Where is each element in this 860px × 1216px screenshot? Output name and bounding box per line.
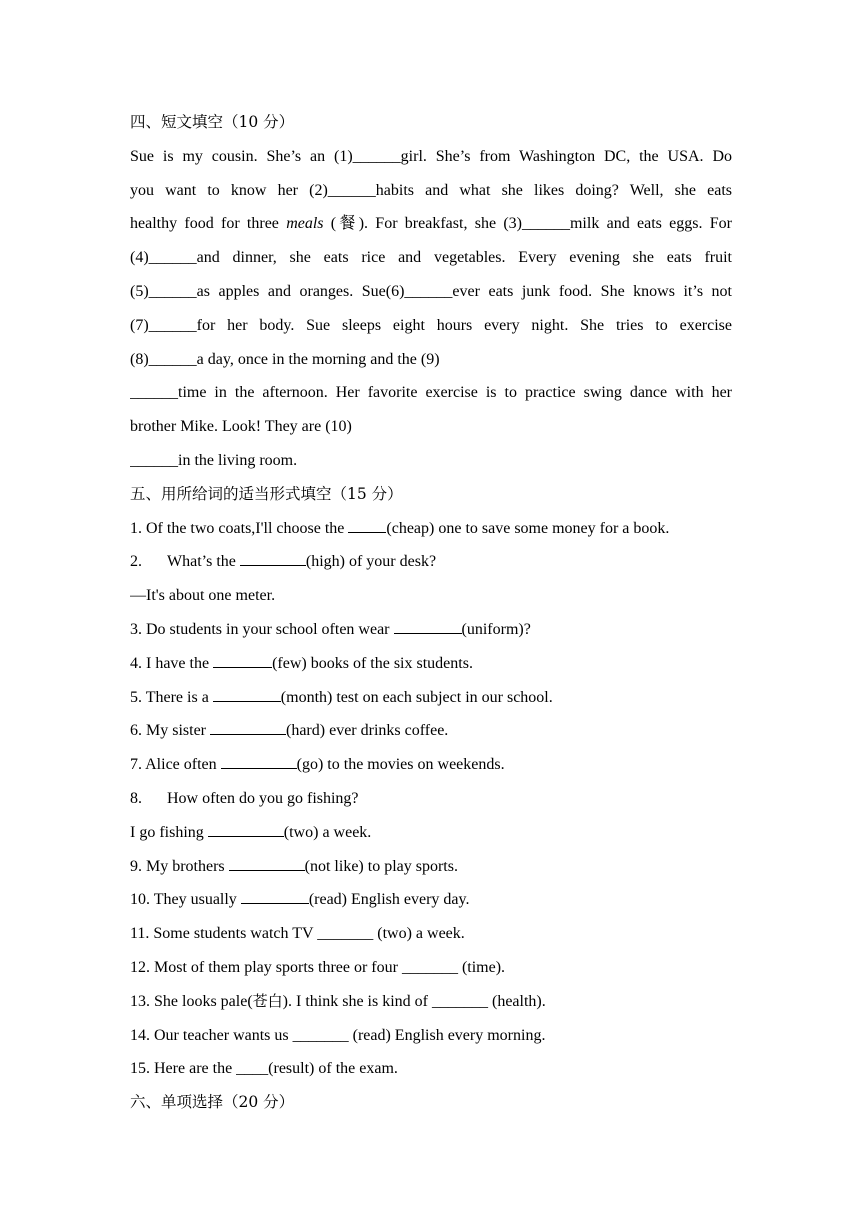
- passage-line-3-end: (餐). For breakfast, she (3)______milk and eats eggs. For: [323, 215, 732, 233]
- question-5-text: 5. There is a: [130, 688, 213, 706]
- answer-blank-4[interactable]: [213, 649, 272, 668]
- question-3-hint: (uniform)?: [461, 620, 531, 638]
- question-9-text: 9. My brothers: [130, 857, 229, 875]
- question-6: [130, 714, 732, 748]
- question-3: [130, 613, 732, 647]
- question-13-hint: ). I think she is kind of _______ (health).: [282, 992, 546, 1010]
- question-1-hint: (cheap) one to save some money for a book.: [386, 519, 670, 537]
- passage-line-7: (8)______a day, once in the morning and the (9): [130, 350, 440, 368]
- passage-line-2: you want to know her (2)______habits and what she likes doing? Well, she eats: [130, 181, 732, 199]
- question-7-hint: (go) to the movies on weekends.: [296, 756, 505, 774]
- question-11: 11. Some students watch TV _______ (two) a week.: [130, 925, 465, 943]
- question-15: 15. Here are the ____(result) of the exam.: [130, 1060, 398, 1078]
- passage-line-4: (4)______and dinner, she eats rice and vegetables. Every evening she eats fruit: [130, 249, 732, 267]
- question-8: [130, 782, 732, 816]
- answer-blank-9[interactable]: [229, 852, 305, 871]
- question-2-text: What’s the: [167, 553, 240, 571]
- question-2-hint: (high) of your desk?: [305, 553, 437, 571]
- answer-blank-8[interactable]: [208, 818, 284, 837]
- passage-line-6: (7)______for her body. Sue sleeps eight hours every night. She tries to exercise: [130, 316, 732, 334]
- answer-blank-1[interactable]: [348, 514, 386, 533]
- meals-word: meals: [286, 215, 324, 233]
- question-9: [130, 850, 732, 884]
- answer-blank-5[interactable]: [213, 683, 281, 702]
- question-13-chinese: 苍白: [252, 991, 283, 1010]
- worksheet-page: [130, 106, 732, 1120]
- section-6-heading: 六、单项选择（20 分）: [130, 1093, 295, 1112]
- question-14: 14. Our teacher wants us _______ (read) English every morning.: [130, 1026, 546, 1044]
- passage-line-9: brother Mike. Look! They are (10): [130, 418, 352, 436]
- question-1-text: 1. Of the two coats,I'll choose the: [130, 519, 349, 537]
- question-8-number: 8.: [130, 789, 142, 807]
- question-6-hint: (hard) ever drinks coffee.: [286, 722, 449, 740]
- question-8-reply: [130, 816, 732, 850]
- question-5: [130, 681, 732, 715]
- question-13-text: 13. She looks pale(: [130, 992, 253, 1010]
- answer-blank-3[interactable]: [394, 615, 462, 634]
- answer-blank-6[interactable]: [210, 716, 286, 735]
- question-8-reply-text: I go fishing: [130, 823, 208, 841]
- question-12: 12. Most of them play sports three or four _______ (time).: [130, 958, 506, 976]
- answer-blank-2[interactable]: [240, 547, 306, 566]
- question-7: [130, 748, 732, 782]
- question-10: [130, 883, 732, 917]
- passage-line-5: (5)______as apples and oranges. Sue(6)______ever eats junk food. She knows it’s not: [130, 282, 732, 300]
- passage-line-3: [130, 207, 732, 241]
- question-2: [130, 545, 732, 579]
- question-6-text: 6. My sister: [130, 722, 210, 740]
- question-2-reply: —It's about one meter.: [130, 587, 276, 605]
- question-4-hint: (few) books of the six students.: [272, 654, 473, 672]
- section-4-heading: 四、短文填空（10 分）: [130, 113, 295, 131]
- passage-line-1: Sue is my cousin. She’s an (1)______girl. She’s from Washington DC, the USA. Do: [130, 147, 732, 165]
- question-3-text: 3. Do students in your school often wear: [130, 620, 394, 638]
- question-9-hint: (not like) to play sports.: [304, 857, 458, 875]
- question-5-hint: (month) test on each subject in our school.: [280, 688, 553, 706]
- answer-blank-7[interactable]: [221, 750, 297, 769]
- question-1: [130, 512, 732, 546]
- question-2-number: 2.: [130, 553, 142, 571]
- question-4: [130, 647, 732, 681]
- passage-line-3-start: healthy food for three: [130, 215, 287, 233]
- section-5-heading: 五、用所给词的适当形式填空（15 分）: [130, 484, 403, 503]
- passage-line-8: ______time in the afternoon. Her favorite exercise is to practice swing dance with her: [130, 384, 732, 402]
- question-13: [130, 985, 732, 1019]
- answer-blank-10[interactable]: [241, 885, 309, 904]
- question-10-text: 10. They usually: [130, 891, 241, 909]
- question-8-text: How often do you go fishing?: [167, 789, 359, 807]
- question-8-hint: (two) a week.: [283, 823, 372, 841]
- passage-line-10: ______in the living room.: [130, 451, 298, 469]
- question-7-text: 7. Alice often: [130, 756, 221, 774]
- question-10-hint: (read) English every day.: [308, 891, 470, 909]
- question-4-text: 4. I have the: [130, 654, 214, 672]
